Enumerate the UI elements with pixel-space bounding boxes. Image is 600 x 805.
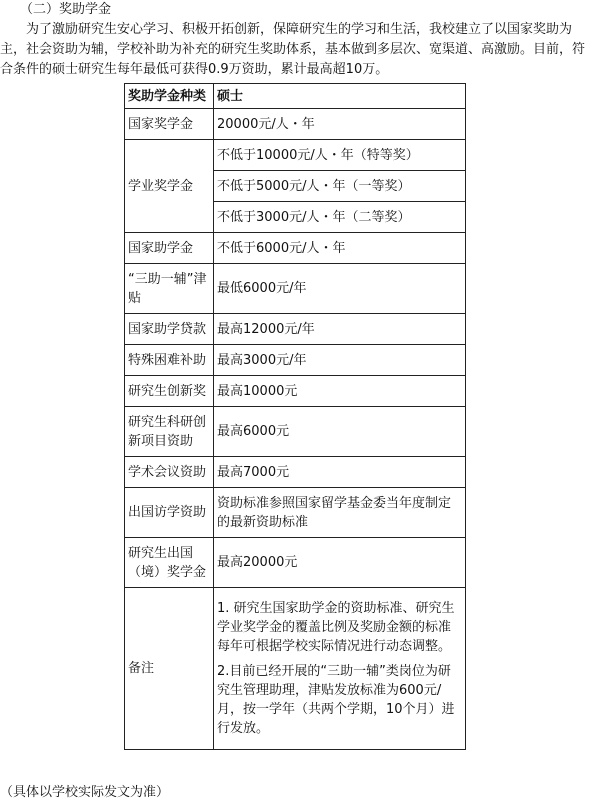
row-name: “三助一辅”津贴: [125, 264, 214, 314]
note-cell: [214, 588, 466, 750]
footer-note: （具体以学校实际发文为准）: [0, 785, 170, 800]
row-name: 特殊困难补助: [125, 345, 214, 376]
row-value: 最高12000元/年: [214, 314, 466, 345]
row-name: 研究生创新奖: [125, 376, 214, 407]
table-row-note: [125, 588, 466, 750]
table-row: [125, 264, 466, 314]
scholarship-table: [124, 83, 466, 750]
table-row: [125, 140, 466, 171]
row-value: 不低于5000元/人・年（一等奖）: [214, 171, 466, 202]
table-header-row: [125, 84, 466, 109]
row-value: 不低于10000元/人・年（特等奖）: [214, 140, 466, 171]
section-heading-text: （二）奖助学金: [20, 2, 112, 17]
table-row: [125, 314, 466, 345]
table-row: [125, 233, 466, 264]
header-master: 硕士: [214, 84, 466, 109]
table-row: [125, 345, 466, 376]
note-label: 备注: [125, 588, 214, 750]
row-value: 最高6000元: [214, 407, 466, 457]
row-name: 出国访学资助: [125, 488, 214, 538]
row-name: 国家助学金: [125, 233, 214, 264]
table-row: [125, 109, 466, 140]
table-row: [125, 538, 466, 588]
table-row: [125, 376, 466, 407]
row-name: 国家奖学金: [125, 109, 214, 140]
row-value: 最高3000元/年: [214, 345, 466, 376]
table-row: [125, 457, 466, 488]
row-name: 研究生科研创新项目资助: [125, 407, 214, 457]
note-item: 1. 研究生国家助学金的资助标准、研究生学业奖学金的覆盖比例及奖励金额的标准每年可根据学校实际情况进行动态调整。: [217, 601, 455, 654]
row-name: 学术会议资助: [125, 457, 214, 488]
row-name: 研究生出国（境）奖学金: [125, 538, 214, 588]
note-item: 2.目前已经开展的“三助一辅”类岗位为研究生管理助理，津贴发放标准为600元/月，按一学年（共两个学期，10个月）进行发放。: [217, 664, 455, 736]
intro-text: 为了激励研究生安心学习、积极开拓创新，保障研究生的学习和生活，我校建立了以国家奖助为主，社会资助为辅，学校补助为补充的研究生奖助体系，基本做到多层次、宽渠道、高激励。目前，符合条件的硕士研究生每年最低可获得0.9万资助，累计最高超10万。: [0, 22, 586, 77]
row-value: 20000元/人・年: [214, 109, 466, 140]
row-value: 资助标准参照国家留学基金委当年度制定的最新资助标准: [214, 488, 466, 538]
intro-paragraph: [0, 20, 596, 80]
table-row: [125, 407, 466, 457]
row-value: 最高20000元: [214, 538, 466, 588]
row-value: 不低于6000元/人・年: [214, 233, 466, 264]
row-name: 学业奖学金: [125, 140, 214, 233]
header-category: 奖助学金种类: [125, 84, 214, 109]
row-value: 最高7000元: [214, 457, 466, 488]
row-value: 不低于3000元/人・年（二等奖）: [214, 202, 466, 233]
row-name: 国家助学贷款: [125, 314, 214, 345]
row-value: 最低6000元/年: [214, 264, 466, 314]
table-row: [125, 488, 466, 538]
row-value: 最高10000元: [214, 376, 466, 407]
section-heading: [0, 0, 600, 20]
